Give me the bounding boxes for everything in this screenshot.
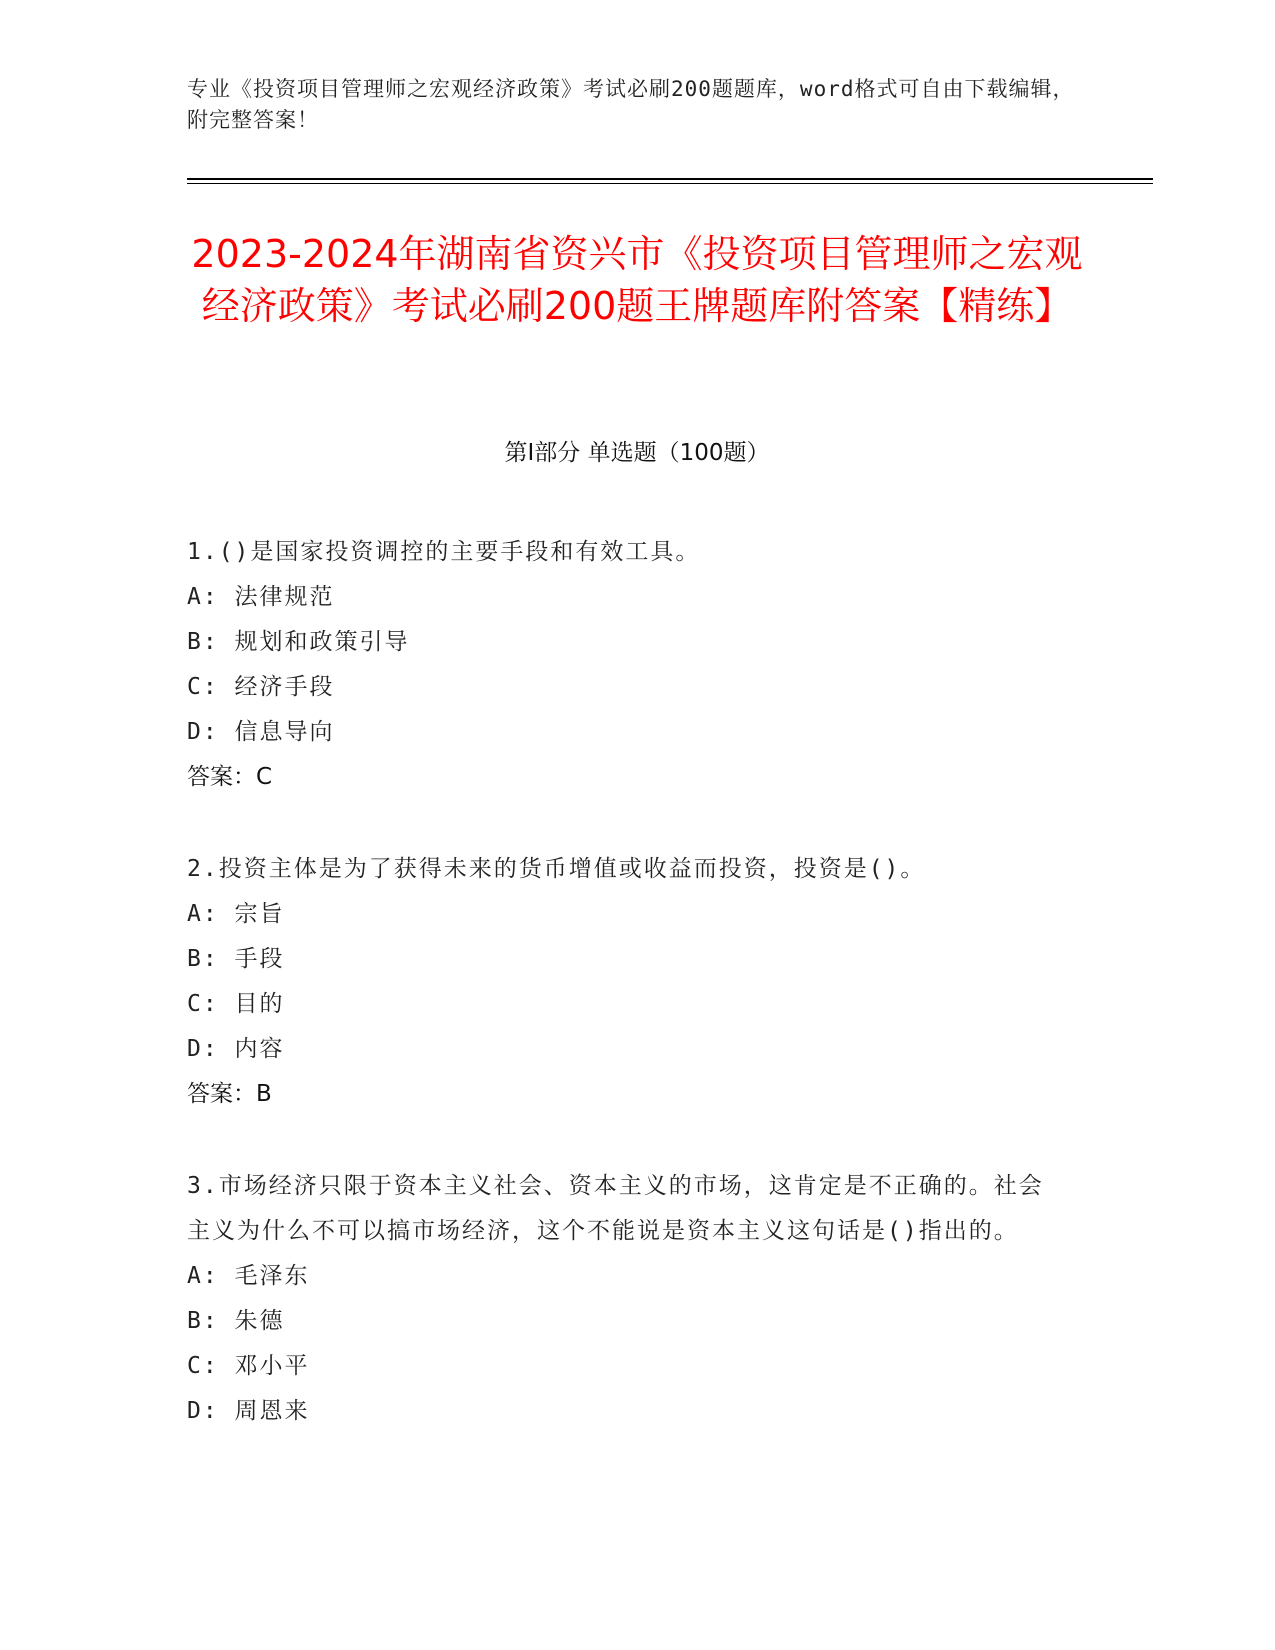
header-note: 专业《投资项目管理师之宏观经济政策》考试必刷200题题库，word格式可自由下载编辑，附完整答案！	[187, 77, 1075, 132]
option-c: C: 目的	[187, 991, 285, 1017]
answer: 答案：B	[187, 1081, 272, 1107]
document-title: 2023-2024年湖南省资兴市《投资项目管理师之宏观经济政策》考试必刷200题王牌题库附答案【精练】	[191, 232, 1083, 328]
question-2	[187, 847, 1067, 1117]
option-d: D: 内容	[187, 1036, 285, 1062]
question-list	[187, 530, 1067, 1481]
section-title: 第I部分 单选题（100题）	[504, 440, 770, 466]
question-stem: 3.市场经济只限于资本主义社会、资本主义的市场，这肯定是不正确的。社会主义为什么不可以搞市场经济，这个不能说是资本主义这句话是()指出的。	[187, 1173, 1044, 1244]
header-divider-thin	[187, 183, 1153, 184]
option-b: B: 规划和政策引导	[187, 629, 410, 655]
option-a: A: 法律规范	[187, 584, 335, 610]
option-c: C: 邓小平	[187, 1353, 310, 1379]
option-d: D: 周恩来	[187, 1398, 310, 1424]
option-b: B: 朱德	[187, 1308, 285, 1334]
option-d: D: 信息导向	[187, 719, 335, 745]
option-c: C: 经济手段	[187, 674, 335, 700]
option-b: B: 手段	[187, 946, 285, 972]
question-3	[187, 1164, 1067, 1434]
option-a: A: 宗旨	[187, 901, 285, 927]
option-a: A: 毛泽东	[187, 1263, 310, 1289]
answer: 答案：C	[187, 764, 273, 790]
question-1	[187, 530, 1067, 800]
question-stem: 1.()是国家投资调控的主要手段和有效工具。	[187, 539, 701, 565]
question-stem: 2.投资主体是为了获得未来的货币增值或收益而投资，投资是()。	[187, 856, 926, 882]
header-divider-thick	[187, 178, 1153, 180]
